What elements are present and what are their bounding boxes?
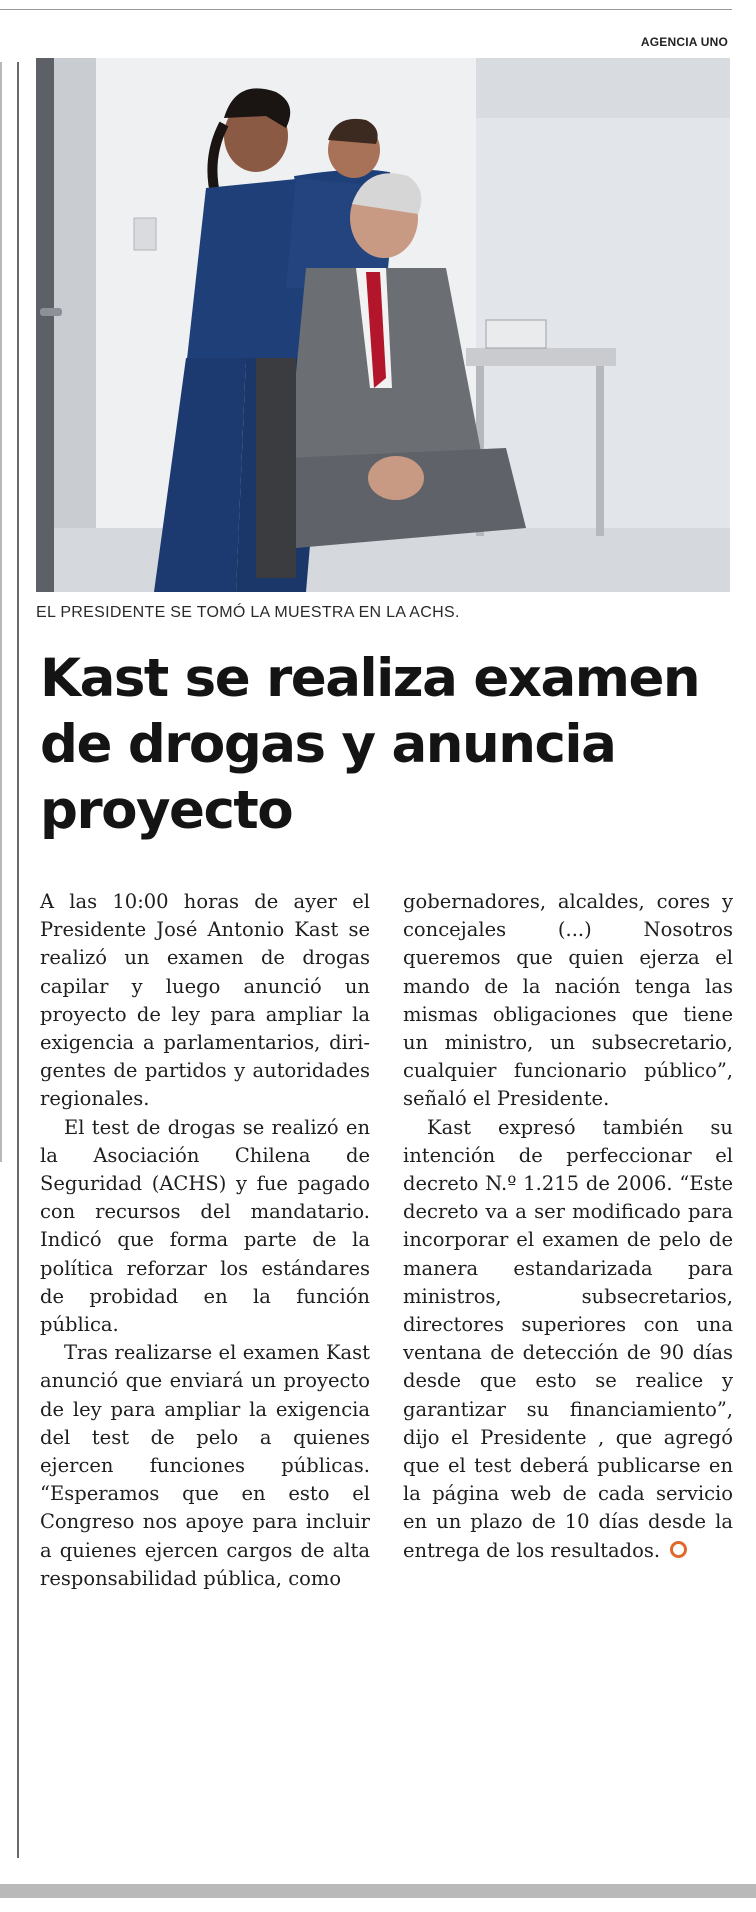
paragraph: gobernadores, alcaldes, cores y concejales (...) Nosotros queremos que quien ejerza el mando de la nación tenga las mismas obligaciones que tiene un ministro, un subsecretario, cualquier funcionario público”, señaló el Presidente. <box>403 890 733 1111</box>
photo-caption: EL PRESIDENTE SE TOMÓ LA MUESTRA EN LA ACHS. <box>36 604 460 621</box>
end-of-article-icon <box>670 1541 687 1558</box>
paragraph-final-text: Kast expresó también su intención de perfeccionar el decreto N.º 1.215 de 2006. “Este decreto va a ser modificado para incorporar el examen de pelo de manera estandarizada para ministros, subsecretarios, directores superiores con una ventana de detección de 90 días desde que esto se realice y garantizar su financiamiento”, dijo el Presidente , que agregó que el test deberá publicarse en la página web de cada servicio en un plazo de 10 días desde la entrega de los resultados. <box>403 1115 733 1562</box>
headline: Kast se realiza examen de drogas y anuncia proyecto <box>40 648 700 841</box>
paragraph: A las 10:00 horas de ayer el Presidente José Antonio Kast se realizó un examen de drogas capilar y luego anunció un proyecto de ley para ampliar la exigencia a parlamentarios, dirigentes de partidos y autoridades regionales. <box>40 890 370 1111</box>
left-edge-rule <box>0 62 2 1162</box>
body-column-right <box>403 888 733 1565</box>
paragraph: El test de drogas se realizó en la Asociación Chilena de Seguridad (ACHS) y fue pagado con recursos del mandatario. Indicó que forma parte de la política reforzar los estándares de probidad en la función pública. <box>40 1115 370 1337</box>
paragraph: Tras realizarse el examen Kast anunció que enviará un proyecto de ley para ampliar la exigencia del test de pelo a quienes ejercen funciones públicas. “Esperamos que en esto el Congreso nos apoye para incluir a quienes ejercen cargos de alta responsabilidad pública, como <box>40 1341 370 1590</box>
photo-credit: AGENCIA UNO <box>640 35 728 49</box>
top-rule <box>0 9 732 10</box>
news-photo <box>36 58 730 592</box>
body-column-left <box>40 888 370 1593</box>
bottom-rule <box>0 1884 756 1898</box>
column-rule <box>17 62 19 1858</box>
paragraph-final <box>403 1114 733 1565</box>
